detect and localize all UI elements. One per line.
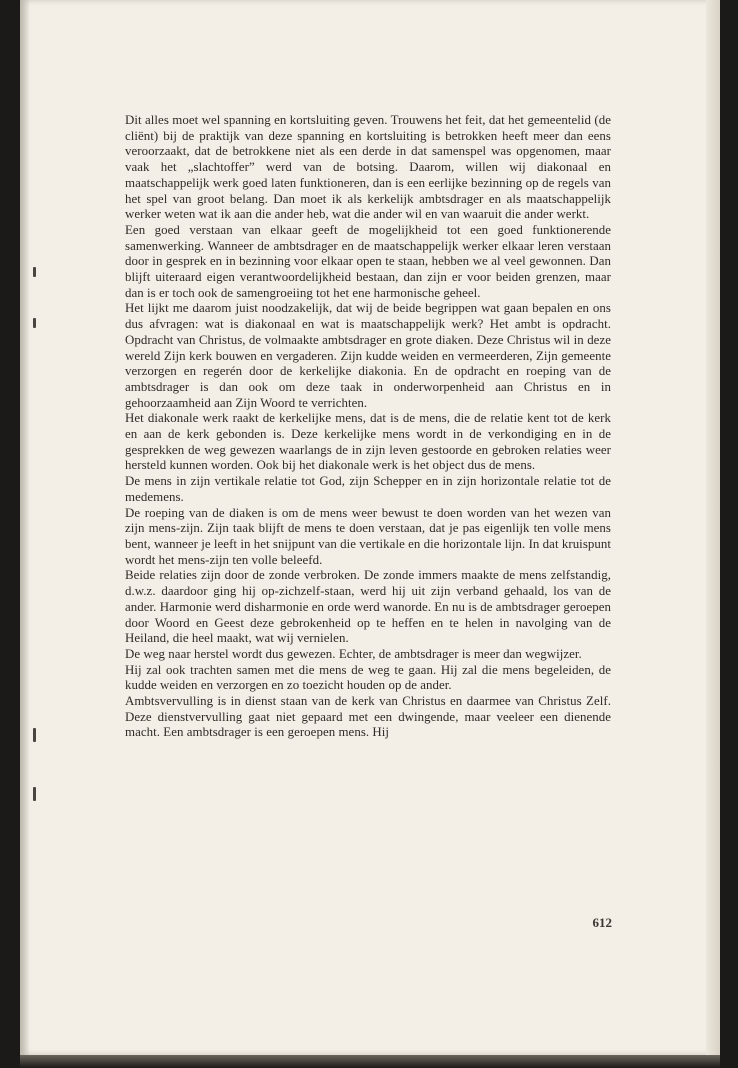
paragraph: De mens in zijn vertikale relatie tot God, zijn Schepper en in zijn horizontale relatie tot de medemens. [125, 474, 611, 504]
paragraph: Ambtsvervulling is in dienst staan van de kerk van Christus en daarmee van Christus Zelf. Deze dienstvervulling gaat niet gepaard met een dwingende, maar veeleer een dienende macht. Een ambtsdrager is een geroepen mens. Hij [125, 694, 611, 740]
paragraph: Het lijkt me daarom juist noodzakelijk, dat wij de beide begrippen wat gaan bepalen en ons dus afvragen: wat is diakonaal en wat is maatschappelijk werk? Het ambt is opdracht. Opdracht van Christus, de volmaakte ambtsdrager en grote diaken. Deze Christus wil in deze wereld Zijn kerk bouwen en vergaderen. Zijn kudde weiden en vermeerderen, Zijn gemeente verzorgen en regerén door de kerkelijke diakonia. En de opdracht en roeping van de ambtsdrager is dan ook om deze taak in onderworpenheid aan Christus en in gehoorzaamheid aan Zijn Woord te verrichten. [125, 301, 611, 410]
body-text [125, 113, 611, 741]
paragraph: Een goed verstaan van elkaar geeft de mogelijkheid tot een goed funktionerende samenwerking. Wanneer de ambtsdrager en de maatschappelijk werker elkaar leren verstaan door in gesprek en in bezinning voor elkaar open te staan, hebben we al veel gewonnen. Dan blijft uiteraard eigen verantwoordelijkheid bestaan, dan zijn er voor beiden grenzen, maar dan is er toch ook de samengroeiing tot het ene harmonische geheel. [125, 222, 611, 300]
margin-mark [33, 787, 36, 801]
bottom-edge [20, 1055, 720, 1068]
paragraph: Dit alles moet wel spanning en kortsluiting geven. Trouwens het feit, dat het gemeentelid (de cliënt) bij de praktijk van deze spanning en kortsluiting is betrokken heeft meer dan eens veroorzaakt, dat de betrokkene niet als een derde in dat samenspel was opgenomen, maar vaak het „slachtoffer” werd van de botsing. Daarom, willen wij diakonaal en maatschappelijk werk goed laten funktioneren, dan is een eerlijke bezinning op de regels van het spel van groot belang. Dan moet ik als kerkelijk ambtsdrager en als maatschappelijk werker weten wat ik aan die ander heb, wat die ander wil en van waaruit die ander werkt. [125, 113, 611, 222]
margin-mark [33, 267, 36, 277]
paragraph: Hij zal ook trachten samen met die mens de weg te gaan. Hij zal die mens begeleiden, de kudde weiden en verzorgen en zo toezicht houden op de ander. [125, 662, 611, 693]
binding-shadow [20, 0, 30, 1055]
page-number: 612 [592, 915, 612, 930]
paragraph: De weg naar herstel wordt dus gewezen. Echter, de ambtsdrager is meer dan wegwijzer. [125, 646, 582, 661]
paragraph: Beide relaties zijn door de zonde verbroken. De zonde immers maakte de mens zelfstandig, d.w.z. daardoor ging hij op-zichzelf-staan, werd hij uit zijn verband gehaald, los van de ander. Harmonie werd disharmonie en orde werd wanorde. En nu is de ambtsdrager geroepen door Woord en Geest deze gebrokenheid op te heffen en te helen in navolging van de Heiland, die heel maakt, wat wij vernielen. [125, 568, 611, 646]
page-edge [706, 0, 720, 1055]
margin-mark [33, 728, 36, 742]
margin-mark [33, 318, 36, 328]
paragraph: De roeping van de diaken is om de mens weer bewust te doen worden van het wezen van zijn mens-zijn. Zijn taak blijft de mens te doen verstaan, dat je pas eigenlijk ten volle mens bent, wanneer je leeft in het snijpunt van die vertikale en die horizontale lijn. In dat kruispunt wordt het mens-zijn ten volle beleefd. [125, 505, 612, 567]
paragraph: Het diakonale werk raakt de kerkelijke mens, dat is de mens, die de relatie kent tot de kerk en aan de kerk gebonden is. Deze kerkelijke mens wordt in de verkondiging en in de gesprekken de weg gewezen waarlangs de in zijn leven gestoorde en gebroken relaties weer hersteld kunnen worden. Ook bij het diakonale werk is het object dus de mens. [125, 411, 611, 473]
